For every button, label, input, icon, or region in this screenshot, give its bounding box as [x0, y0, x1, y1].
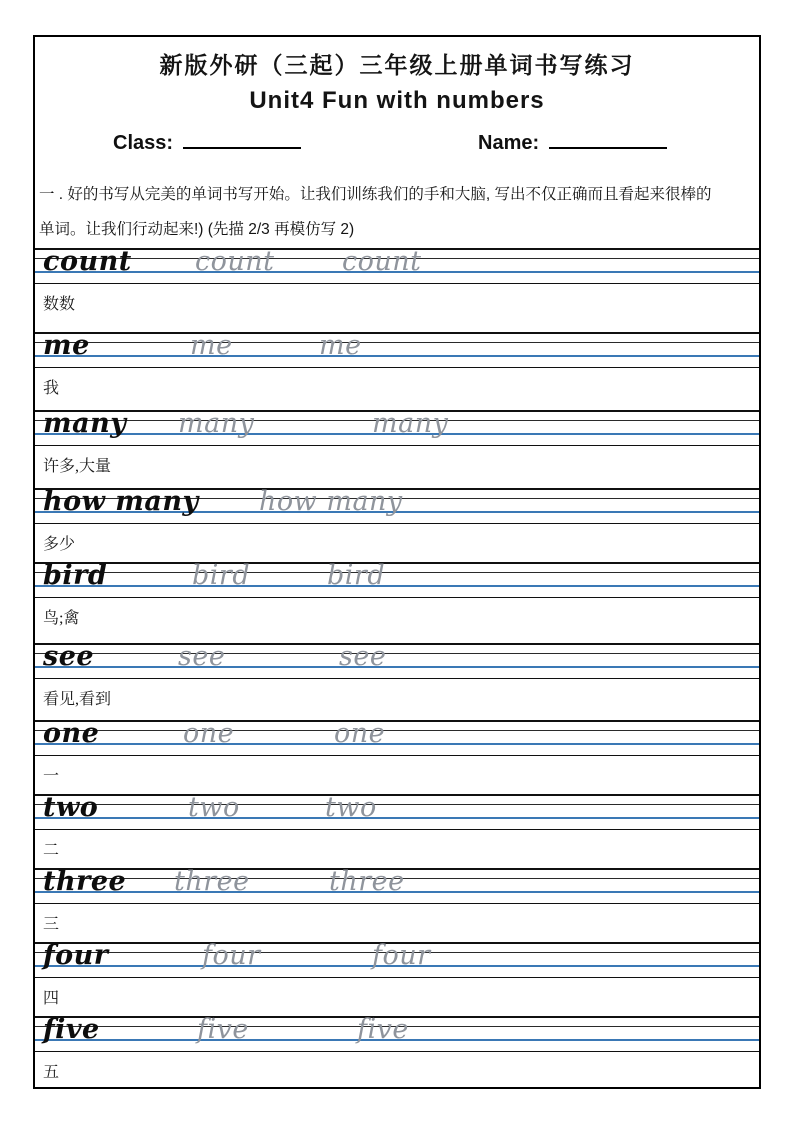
class-name-row [35, 131, 759, 161]
meaning-text: 一 [43, 768, 60, 785]
trace-word: see [178, 641, 226, 672]
meaning-text: 看见,看到 [43, 691, 112, 708]
trace-word: count [342, 246, 422, 277]
meaning-text: 我 [43, 380, 60, 397]
name-blank-line [549, 131, 667, 149]
practice-word: bird [43, 560, 108, 591]
trace-word: four [372, 940, 431, 971]
instruction-line: 一 . 好的书写从完美的单词书写开始。让我们训练我们的手和大脑, 写出不仅正确而且看起来很棒的 [39, 186, 712, 203]
word-block [35, 794, 759, 868]
class-label: Class: [113, 132, 174, 154]
trace-word: two [188, 792, 240, 823]
word-practice-line [35, 794, 759, 830]
meaning-text: 数数 [43, 296, 76, 313]
practice-word: count [43, 246, 132, 277]
word-block [35, 562, 759, 643]
word-block [35, 248, 759, 332]
class-field [113, 131, 301, 155]
word-practice-line [35, 488, 759, 524]
trace-word: bird [192, 560, 251, 591]
word-practice-line [35, 868, 759, 904]
practice-word: me [43, 330, 90, 361]
meaning-text: 鸟;禽 [43, 610, 80, 627]
trace-word: five [357, 1014, 409, 1045]
word-block [35, 410, 759, 488]
word-practice-line [35, 332, 759, 368]
name-field [478, 131, 667, 155]
trace-word: many [372, 408, 449, 439]
word-block [35, 488, 759, 562]
word-practice-line [35, 643, 759, 679]
worksheet-title: 新版外研（三起）三年级上册单词书写练习 [159, 52, 635, 78]
practice-word: one [43, 718, 100, 749]
word-block [35, 1016, 759, 1087]
trace-word: how many [259, 486, 403, 517]
name-label: Name: [478, 132, 540, 154]
word-block [35, 643, 759, 720]
trace-word: see [339, 641, 387, 672]
trace-word: three [174, 866, 250, 897]
word-practice-line [35, 248, 759, 284]
practice-rows [35, 248, 759, 1087]
class-blank-line [183, 131, 301, 149]
word-block [35, 868, 759, 942]
meaning-text: 三 [43, 916, 60, 933]
practice-word: see [43, 641, 95, 672]
unit-title: Unit4 Fun with numbers [249, 87, 545, 114]
trace-word: bird [327, 560, 386, 591]
practice-word: five [43, 1014, 100, 1045]
trace-word: one [183, 718, 235, 749]
word-practice-line [35, 562, 759, 598]
trace-word: four [202, 940, 261, 971]
trace-word: one [334, 718, 386, 749]
instructions [39, 177, 755, 247]
trace-word: two [325, 792, 377, 823]
word-block [35, 942, 759, 1016]
trace-word: many [178, 408, 255, 439]
practice-word: how many [43, 486, 199, 517]
word-block [35, 332, 759, 410]
trace-word: three [329, 866, 405, 897]
instruction-line: 单词。让我们行动起来!) (先描 2/3 再模仿写 2) [39, 221, 355, 238]
practice-word: four [43, 940, 109, 971]
meaning-text: 四 [43, 990, 60, 1007]
word-practice-line [35, 1016, 759, 1052]
trace-word: count [195, 246, 275, 277]
meaning-text: 许多,大量 [43, 458, 112, 475]
trace-word: me [190, 330, 233, 361]
meaning-text: 多少 [43, 536, 76, 553]
worksheet-border [33, 35, 761, 1089]
trace-word: me [319, 330, 362, 361]
meaning-text: 二 [43, 842, 60, 859]
word-practice-line [35, 410, 759, 446]
practice-word: two [43, 792, 99, 823]
word-practice-line [35, 942, 759, 978]
word-practice-line [35, 720, 759, 756]
practice-word: many [43, 408, 127, 439]
trace-word: five [197, 1014, 249, 1045]
word-block [35, 720, 759, 794]
meaning-text: 五 [43, 1064, 60, 1081]
practice-word: three [43, 866, 127, 897]
